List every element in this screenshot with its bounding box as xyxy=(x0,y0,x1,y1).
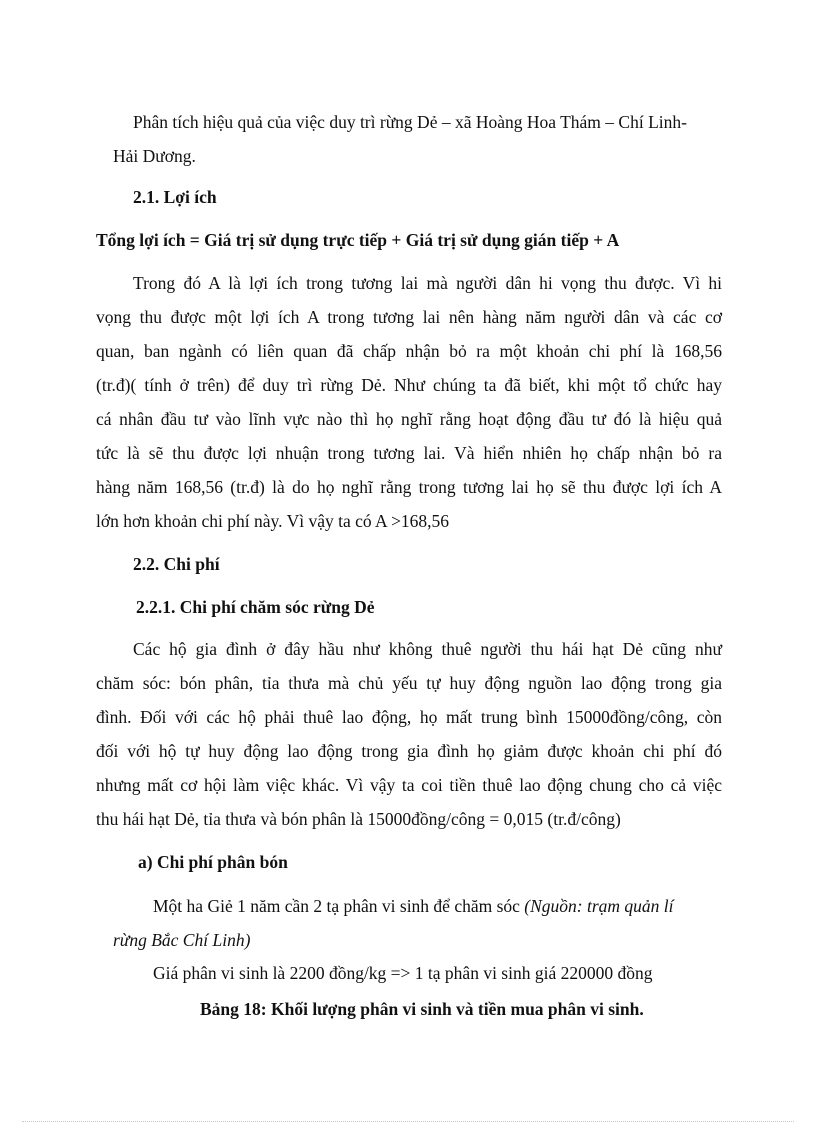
source-citation-continued: rừng Bắc Chí Linh) xyxy=(113,930,251,950)
paragraph-line: đối với hộ tự huy động lao động trong gia đình họ giảm được khoản chi phí đó xyxy=(96,741,722,761)
paragraph-line: vọng thu được một lợi ích A trong tương lai nên hàng năm người dân và các cơ xyxy=(96,307,722,327)
subsection-heading-2-2-1: 2.2.1. Chi phí chăm sóc rừng Dẻ xyxy=(136,597,375,617)
paragraph-line: thu hái hạt Dẻ, tỉa thưa và bón phân là 15000đồng/công = 0,015 (tr.đ/công) xyxy=(96,809,621,829)
paragraph-line: đình. Đối với các hộ phải thuê lao động, họ mất trung bình 15000đồng/công, còn xyxy=(96,707,722,727)
page-bottom-rule xyxy=(22,1121,794,1122)
section-heading-2-2: 2.2. Chi phí xyxy=(133,554,220,574)
paragraph-line: chăm sóc: bón phân, tỉa thưa mà chủ yếu tự huy động nguồn lao động trong gia xyxy=(96,673,722,693)
paragraph-line: nhưng mất cơ hội làm việc khác. Vì vậy ta coi tiền thuê lao động chung cho cả việc xyxy=(96,775,722,795)
table-caption: Bảng 18: Khối lượng phân vi sinh và tiền mua phân vi sinh. xyxy=(200,999,644,1019)
benefit-formula: Tổng lợi ích = Giá trị sử dụng trực tiếp + Giá trị sử dụng gián tiếp + A xyxy=(96,230,620,250)
header-line-2: Hải Dương. xyxy=(113,146,196,166)
paragraph-line: Trong đó A là lợi ích trong tương lai mà người dân hi vọng thu được. Vì hi xyxy=(133,273,722,293)
source-citation: (Nguồn: trạm quản lí xyxy=(524,896,674,916)
price-line: Giá phân vi sinh là 2200 đồng/kg => 1 tạ phân vi sinh giá 220000 đồng xyxy=(153,963,653,983)
paragraph-line: (tr.đ)( tính ở trên) để duy trì rừng Dẻ. Như chúng ta đã biết, khi một tổ chức hay xyxy=(96,375,722,395)
paragraph-line: hàng năm 168,56 (tr.đ) là do họ nghĩ rằng trong tương lai họ sẽ thu được lợi ích A xyxy=(96,477,722,497)
item-a-heading: a) Chi phí phân bón xyxy=(138,852,288,872)
fertilizer-line xyxy=(153,895,674,917)
header-line-1: Phân tích hiệu quả của việc duy trì rừng Dẻ – xã Hoàng Hoa Thám – Chí Linh- xyxy=(133,112,687,132)
paragraph-line: lớn hơn khoản chi phí này. Vì vậy ta có A >168,56 xyxy=(96,511,450,531)
paragraph-line: cá nhân đầu tư vào lĩnh vực nào thì họ nghĩ rằng hoạt động đầu tư đó là hiệu quả xyxy=(96,409,722,429)
paragraph-line: tức là sẽ thu được lợi nhuận trong tương lai. Và hiển nhiên họ chấp nhận bỏ ra xyxy=(96,443,722,463)
section-heading-2-1: 2.1. Lợi ích xyxy=(133,187,217,207)
paragraph-line: Các hộ gia đình ở đây hầu như không thuê người thu hái hạt Dẻ cũng như xyxy=(133,639,722,659)
fertilizer-text: Một ha Giẻ 1 năm cần 2 tạ phân vi sinh để chăm sóc xyxy=(153,896,525,916)
paragraph-line: quan, ban ngành có liên quan đã chấp nhận bỏ ra một khoản chi phí là 168,56 xyxy=(96,341,722,361)
